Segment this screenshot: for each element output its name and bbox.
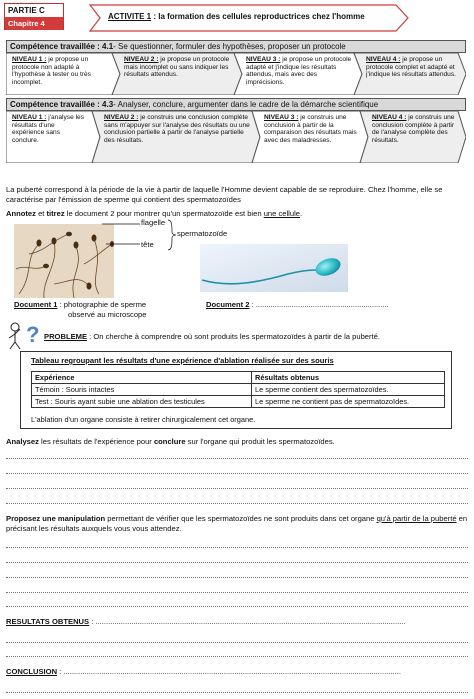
table-cell: Le sperme ne contient pas de spermatozoïdes. xyxy=(252,396,445,408)
competence-1-level-2: NIVEAU 2 : je propose un protocole mais incomplet ou sans indiquer les résultats attendus. xyxy=(124,56,230,79)
table-header-experience: Expérience xyxy=(32,372,252,384)
doc1-caption: Document 1 : photographie de sperme xyxy=(14,300,147,309)
answer-line[interactable] xyxy=(6,547,468,548)
answer-line[interactable] xyxy=(6,606,468,607)
competence-2-levels xyxy=(6,111,466,163)
competence-2-level-1: NIVEAU 1 : j'analyse les résultats d'une expérience sans conclure. xyxy=(12,114,84,144)
intro-text: La puberté correspond à la période de la vie à partir de laquelle l'Homme devient capable de se reproduire. Chez l'homme, elle se caractérise par l'émission de sperme qui contient des spermatozoïdes xyxy=(6,185,443,204)
table-note: L'ablation d'un organe consiste à retirer chirurgicalement cet organe. xyxy=(31,415,256,424)
partie-label: PARTIE C xyxy=(5,4,63,17)
label-flagelle: flagelle xyxy=(141,218,166,227)
table-header-resultats: Résultats obtenus xyxy=(252,372,445,384)
doc2-caption: Document 2 : ............................................................... xyxy=(206,300,389,309)
task-annotate: Annotez et titrez le document 2 pour montrer qu'un spermatozoïde est bien une cellule. xyxy=(6,209,303,218)
svg-text:?: ? xyxy=(26,322,40,347)
answer-line[interactable] xyxy=(6,458,468,459)
competence-2-level-3: NIVEAU 3 : je construis une conclusion à partir de la comparaison des résultats mais avec des maladresses. xyxy=(264,114,357,144)
table-row xyxy=(32,396,445,408)
competence-2-level-4: NIVEAU 4 : je construis une conclusion complète à partir de l'analyse complète des résultats. xyxy=(372,114,455,144)
answer-line[interactable] xyxy=(6,592,468,593)
answer-line[interactable] xyxy=(6,488,468,489)
answer-line[interactable] xyxy=(6,473,468,474)
resultats-line[interactable]: RESULTATS OBTENUS : ................................................................................................................................................... xyxy=(6,617,406,626)
thinking-figure-icon xyxy=(6,318,42,350)
competence-1-level-4: NIVEAU 4 : je propose un protocole complet et adapté et j'indique les résultats attendus. xyxy=(366,56,456,79)
task-analyse: Analysez les résultats de l'expérience pour conclure sur l'organe qui produit les spermatozoïdes. xyxy=(6,437,335,446)
competence-2-title: Compétence travaillée : 4.3- Analyser, conclure, argumenter dans le cadre de la démarche scientifique xyxy=(6,98,466,111)
sperm-microscope-photo xyxy=(14,224,114,298)
answer-line[interactable] xyxy=(6,692,468,693)
competence-2-level-2: NIVEAU 2 : je construis une conclusion complète sans m'appuyer sur l'analyse des résultats ou une conclusion partielle à partir de l'analyse partielle des résultats. xyxy=(104,114,250,144)
header xyxy=(4,3,407,33)
spermatozoon-illustration xyxy=(200,244,348,292)
table-cell: Témoin : Souris intactes xyxy=(32,384,252,396)
competence-1-level-3: NIVEAU 3 : je propose un protocole adapté et j'indique les résultats attendus, mais avec des imprécisions. xyxy=(246,56,352,86)
activity-title: ACTIVITE 1 : la formation des cellules reproductrices chez l'homme xyxy=(108,12,365,21)
probleme-text: PROBLEME : On cherche à comprendre où sont produits les spermatozoïdes à partir de la puberté. xyxy=(44,332,380,341)
conclusion-line[interactable]: CONCLUSION : ................................................................................................................................................................ xyxy=(6,667,401,676)
competence-1-title: Compétence travaillée : 4.1- Se questionner, formuler des hypothèses, proposer un protocole xyxy=(6,40,466,53)
table-cell: Le sperme contient des spermatozoïdes. xyxy=(252,384,445,396)
competence-1-levels xyxy=(6,53,466,95)
competence-1-level-1: NIVEAU 1 : je propose un protocole non adapté à l'hypothèse à tester ou très incomplet. xyxy=(12,56,91,86)
label-tete: tête xyxy=(141,240,154,249)
answer-line[interactable] xyxy=(6,577,468,578)
chapitre-label: Chapitre 4 xyxy=(5,17,63,30)
task-propose: Proposez une manipulation permettant de vérifier que les spermatozoïdes ne sont produits dans cet organe qu'à partir de la puberté en précisant les résultats auxquels vous vous attendez. xyxy=(6,514,468,533)
partie-box xyxy=(4,3,64,30)
answer-line[interactable] xyxy=(6,562,468,563)
answer-line[interactable] xyxy=(6,642,468,643)
label-spermatozoide: spermatozoïde xyxy=(177,229,228,238)
answer-line[interactable] xyxy=(6,656,468,657)
table-title: Tableau regroupant les résultats d'une expérience d'ablation réalisée sur des souris xyxy=(31,356,334,365)
answer-line[interactable] xyxy=(6,503,468,504)
experiment-table-box xyxy=(20,351,452,429)
table-cell: Test : Souris ayant subie une ablation des testicules xyxy=(32,396,252,408)
table-row xyxy=(32,384,445,396)
experiment-table xyxy=(31,371,445,408)
doc1-caption-line2: observé au microscope xyxy=(68,310,147,319)
